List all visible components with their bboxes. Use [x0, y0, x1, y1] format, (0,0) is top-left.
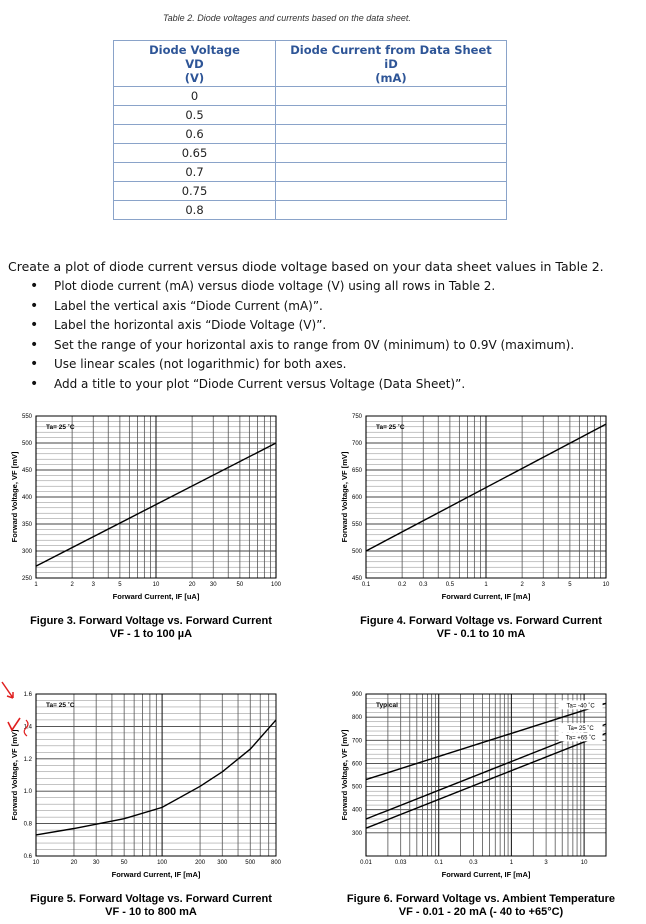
instruction-item: • Set the range of your horizontal axis to range from 0V (minimum) to 0.9V (maximum).	[30, 336, 574, 356]
instruction-item: • Use linear scales (not logarithmic) for both axes.	[30, 355, 574, 375]
x-tick-label: 10	[580, 860, 588, 866]
x-tick-label: 1	[484, 582, 488, 588]
y-axis-label: Forward Voltage, VF [mV]	[340, 451, 349, 543]
x-tick-label: 3	[544, 860, 548, 866]
table-row	[114, 182, 507, 201]
figure-3-chart	[6, 408, 296, 608]
x-tick-label: 0.5	[445, 582, 455, 588]
instructions-list	[30, 277, 574, 394]
x-axis-label: Forward Current, IF [uA]	[112, 592, 200, 601]
x-tick-label: 300	[217, 860, 228, 866]
x-tick-label: 3	[541, 582, 545, 588]
voltage-cell: 0	[114, 87, 276, 106]
voltage-cell: 0.7	[114, 163, 276, 182]
y-tick-label: 0.6	[23, 854, 32, 860]
y-tick-label: 600	[351, 761, 362, 768]
figure-4-svg	[336, 408, 626, 608]
x-axis-label: Forward Current, IF [mA]	[111, 870, 201, 879]
x-tick-label: 200	[195, 860, 206, 866]
current-cell[interactable]	[276, 163, 507, 182]
y-tick-label: 1.2	[23, 756, 32, 763]
x-tick-label: 50	[120, 860, 128, 866]
figure-3-svg	[6, 408, 296, 608]
current-cell[interactable]	[276, 201, 507, 220]
table-row	[114, 125, 507, 144]
x-tick-label: 20	[188, 582, 196, 588]
x-tick-label: 3	[91, 582, 95, 588]
instruction-item: • Plot diode current (mA) versus diode voltage (V) using all rows in Table 2.	[30, 277, 574, 297]
x-tick-label: 50	[236, 582, 244, 588]
x-tick-label: 0.1	[434, 860, 443, 866]
x-tick-label: 0.3	[419, 582, 428, 588]
figure-5-caption: Figure 5. Forward Voltage vs. Forward Current VF - 10 to 800 mA	[30, 893, 272, 918]
current-cell[interactable]	[276, 106, 507, 125]
y-tick-label: 500	[351, 549, 362, 555]
figure-4-caption: Figure 4. Forward Voltage vs. Forward Current VF - 0.1 to 10 mA	[360, 615, 602, 640]
x-tick-label: 5	[568, 582, 572, 588]
instructions-intro: Create a plot of diode current versus diode voltage based on your data sheet values in Table 2.	[8, 259, 604, 274]
red-check-mark	[8, 718, 20, 730]
x-axis-label: Forward Current, IF [mA]	[441, 592, 531, 601]
col-header-voltage: Diode Voltage VD (V)	[114, 41, 276, 87]
x-tick-label: 5	[118, 582, 122, 588]
y-tick-label: 450	[21, 468, 32, 474]
y-tick-label: 500	[21, 441, 32, 447]
y-tick-label: 1.0	[23, 789, 32, 796]
x-tick-label: 0.2	[397, 582, 407, 588]
y-tick-label: 300	[351, 830, 362, 837]
chart-annotation: Ta= 25 ˚C	[46, 424, 75, 431]
plot-area	[366, 694, 606, 856]
y-tick-label: 500	[351, 784, 362, 791]
x-tick-label: 0.01	[360, 860, 372, 866]
col-header-current: Diode Current from Data Sheet iD (mA)	[276, 41, 507, 87]
y-tick-label: 650	[351, 468, 362, 474]
x-tick-label: 2	[70, 582, 74, 588]
x-tick-label: 1	[34, 582, 38, 588]
chart-annotation: Ta= 25 ˚C	[376, 424, 405, 431]
series-label: Ta= -40 ˚C	[566, 703, 595, 710]
table-caption: Table 2. Diode voltages and currents based on the data sheet.	[163, 13, 411, 23]
y-tick-label: 400	[21, 495, 32, 501]
y-tick-label: 400	[351, 807, 362, 814]
x-tick-label: 500	[245, 860, 256, 866]
x-tick-label: 30	[209, 582, 217, 588]
x-tick-label: 30	[92, 860, 100, 866]
x-tick-label: 20	[70, 860, 78, 866]
current-cell[interactable]	[276, 182, 507, 201]
y-axis-label: Forward Voltage, VF [mV]	[10, 729, 19, 821]
current-cell[interactable]	[276, 125, 507, 144]
current-cell[interactable]	[276, 144, 507, 163]
voltage-cell: 0.5	[114, 106, 276, 125]
voltage-cell: 0.65	[114, 144, 276, 163]
y-tick-label: 300	[21, 549, 32, 555]
y-tick-label: 900	[351, 692, 362, 698]
x-tick-label: 100	[157, 860, 168, 866]
series-label: Ta= +65 ˚C	[565, 735, 596, 742]
instruction-item: • Add a title to your plot “Diode Current versus Voltage (Data Sheet)”.	[30, 375, 574, 395]
voltage-cell: 0.6	[114, 125, 276, 144]
figure-4-chart	[336, 408, 626, 608]
figure-5-chart	[6, 686, 296, 886]
chart-annotation: Typical	[376, 702, 398, 709]
chart-annotation: Ta= 25 ˚C	[46, 702, 75, 709]
y-tick-label: 550	[21, 414, 32, 420]
x-tick-label: 10	[32, 860, 40, 866]
instruction-item: • Label the vertical axis “Diode Current (mA)”.	[30, 297, 574, 317]
voltage-cell: 0.8	[114, 201, 276, 220]
y-tick-label: 550	[351, 522, 362, 528]
y-tick-label: 0.8	[23, 821, 32, 828]
y-axis-label: Forward Voltage, VF [mV]	[340, 729, 349, 821]
y-axis-label: Forward Voltage, VF [mV]	[10, 451, 19, 543]
x-axis-label: Forward Current, IF [mA]	[441, 870, 531, 879]
table-row	[114, 87, 507, 106]
x-tick-label: 0.3	[469, 860, 478, 866]
x-tick-label: 10	[152, 582, 160, 588]
y-tick-label: 600	[351, 495, 362, 501]
diode-table	[113, 40, 507, 220]
x-tick-label: 800	[270, 860, 282, 866]
y-tick-label: 1.4	[23, 724, 32, 731]
x-tick-label: 2	[520, 582, 524, 588]
figure-6-caption: Figure 6. Forward Voltage vs. Ambient Temperature VF - 0.01 - 20 mA (- 40 to +65°C)	[346, 893, 616, 918]
y-tick-label: 250	[21, 576, 32, 582]
instruction-item: • Label the horizontal axis “Diode Voltage (V)”.	[30, 316, 574, 336]
y-tick-label: 1.6	[23, 692, 32, 698]
x-tick-label: 10	[602, 582, 610, 588]
series-label: Ta= 25 ˚C	[567, 726, 594, 733]
figure-5-svg	[6, 686, 296, 886]
table-row	[114, 106, 507, 125]
y-tick-label: 450	[351, 576, 362, 582]
figure-6-svg	[336, 686, 626, 886]
x-tick-label: 1	[509, 860, 514, 866]
red-scribble-mark	[24, 720, 28, 736]
y-tick-label: 700	[351, 441, 362, 447]
red-annotation-marks	[0, 680, 34, 750]
figure-6-chart	[336, 686, 626, 886]
figure-3-caption: Figure 3. Forward Voltage vs. Forward Current VF - 1 to 100 µA	[30, 615, 272, 640]
current-cell[interactable]	[276, 87, 507, 106]
table-row	[114, 163, 507, 182]
red-arrow-mark	[2, 682, 13, 698]
x-tick-label: 100	[270, 582, 282, 588]
y-tick-label: 350	[21, 522, 32, 528]
x-tick-label: 0.03	[394, 860, 407, 866]
voltage-cell: 0.75	[114, 182, 276, 201]
y-tick-label: 700	[351, 738, 362, 745]
table-row	[114, 201, 507, 220]
table-row	[114, 144, 507, 163]
x-tick-label: 0.1	[361, 582, 371, 588]
y-tick-label: 800	[351, 715, 362, 722]
y-tick-label: 750	[351, 414, 362, 420]
